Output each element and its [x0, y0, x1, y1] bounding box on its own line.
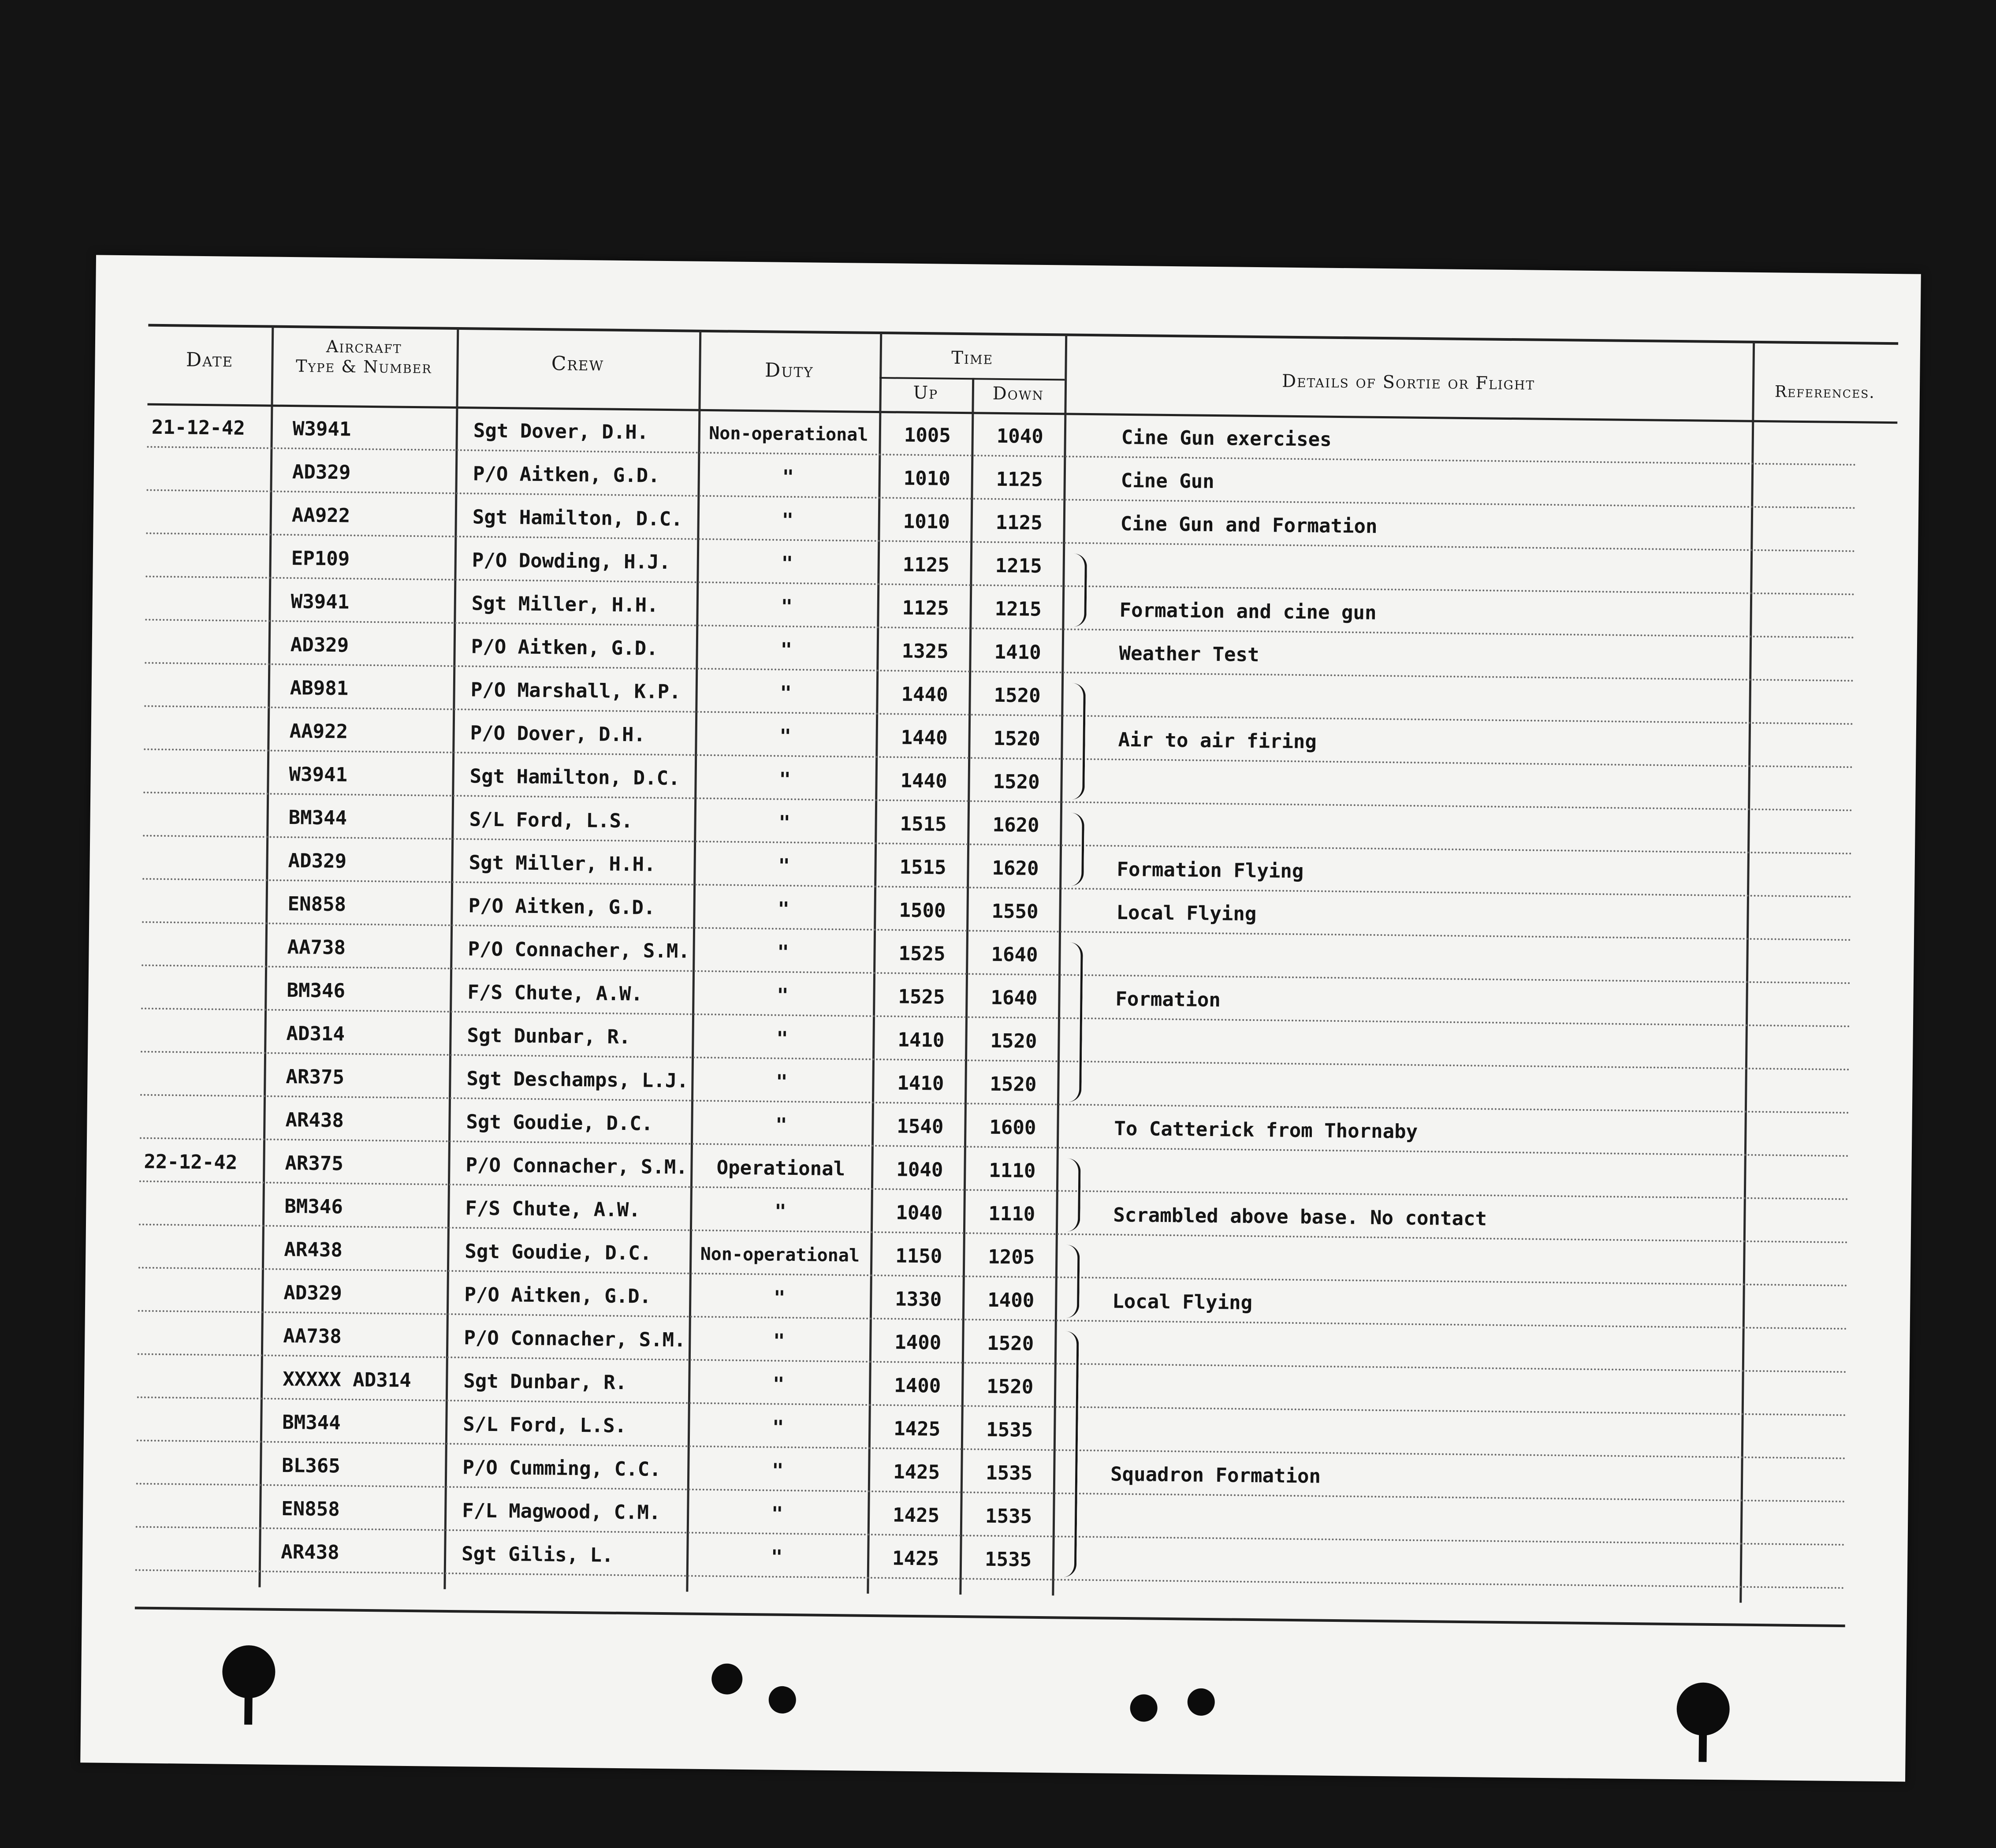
- row-time-down: 1215: [995, 554, 1042, 578]
- row-time-up: 1010: [903, 510, 950, 533]
- row-duty: ": [778, 898, 790, 920]
- row-time-up: 1440: [901, 683, 948, 706]
- row-time-down: 1205: [988, 1245, 1035, 1269]
- row-time-down: 1040: [996, 425, 1044, 448]
- row-time-down: 1410: [994, 641, 1041, 664]
- row-aircraft: BM344: [282, 1411, 341, 1434]
- row-time-up: 1005: [904, 424, 951, 447]
- row-time-up: 1125: [902, 596, 949, 620]
- row-duty: ": [774, 1200, 786, 1223]
- row-aircraft: AR375: [285, 1152, 344, 1175]
- row-duty: ": [775, 1114, 787, 1136]
- row-duty: ": [778, 854, 790, 877]
- row-time-up: 1325: [901, 640, 949, 663]
- row-time-down: 1620: [992, 813, 1039, 837]
- row-time-down: 1620: [992, 857, 1039, 880]
- row-duty: Non-operational: [708, 423, 868, 445]
- row-time-down: 1125: [996, 468, 1043, 491]
- row-crew: Sgt Miller, H.H.: [469, 851, 656, 876]
- row-crew: P/O Connacher, S.M.: [468, 938, 690, 963]
- row-duty: ": [780, 638, 793, 661]
- row-date: 22-12-42: [144, 1150, 238, 1174]
- header-time-up: Up: [913, 382, 938, 403]
- binder-slot-right: [1698, 1731, 1707, 1762]
- row-duty: Operational: [716, 1156, 845, 1181]
- row-details: Air to air firing: [1118, 728, 1317, 753]
- row-time-up: 1425: [893, 1461, 940, 1484]
- row-time-down: 1600: [989, 1116, 1036, 1139]
- row-duty: ": [775, 1070, 788, 1093]
- group-brace: [1065, 1159, 1081, 1232]
- row-aircraft: BL365: [282, 1454, 341, 1478]
- row-time-down: 1520: [987, 1332, 1034, 1355]
- header-details: Details of Sortie or Flight: [1281, 371, 1535, 394]
- punch-dot-3: [1130, 1694, 1158, 1722]
- row-aircraft: AA738: [287, 936, 346, 959]
- row-time-down: 1520: [993, 727, 1040, 750]
- row-details: Local Flying: [1116, 901, 1257, 926]
- row-crew: P/O Aitken, G.D.: [468, 894, 655, 919]
- row-time-down: 1535: [985, 1505, 1032, 1528]
- group-brace: [1071, 554, 1087, 627]
- row-time-up: 1125: [902, 553, 950, 577]
- row-aircraft: AA922: [289, 720, 348, 743]
- row-aircraft: AR438: [280, 1540, 339, 1564]
- row-details: To Catterick from Thornaby: [1114, 1117, 1418, 1143]
- row-aircraft: BM346: [287, 979, 346, 1002]
- row-time-up: 1525: [898, 942, 946, 965]
- row-crew: Sgt Hamilton, D.C.: [472, 506, 683, 531]
- group-brace: [1068, 813, 1084, 886]
- row-crew: P/O Aitken, G.D.: [473, 462, 660, 487]
- row-duty: ": [771, 1459, 784, 1482]
- row-crew: P/O Dover, D.H.: [470, 722, 646, 746]
- row-details: Squadron Formation: [1110, 1463, 1321, 1488]
- row-time-up: 1400: [894, 1374, 941, 1397]
- row-time-down: 1640: [991, 943, 1038, 966]
- row-aircraft: EN858: [281, 1497, 340, 1521]
- group-brace: [1069, 683, 1086, 800]
- header-time: Time: [951, 347, 994, 369]
- row-duty: ": [771, 1546, 783, 1569]
- row-duty: Non-operational: [700, 1244, 860, 1266]
- row-details: Cine Gun: [1121, 469, 1214, 493]
- row-crew: S/L Ford, L.S.: [469, 808, 633, 833]
- row-date: 21-12-42: [151, 416, 246, 440]
- row-aircraft: AD329: [288, 849, 347, 873]
- header-crew: Crew: [551, 352, 604, 376]
- row-time-up: 1150: [895, 1244, 942, 1268]
- row-aircraft: AD314: [286, 1022, 345, 1046]
- header-duty: Duty: [764, 359, 814, 382]
- row-time-down: 1535: [986, 1418, 1033, 1442]
- row-time-down: 1110: [988, 1202, 1035, 1226]
- row-aircraft: AD329: [290, 633, 349, 657]
- row-crew: Sgt Miller, H.H.: [471, 592, 659, 617]
- row-details: Formation: [1115, 987, 1221, 1012]
- row-time-up: 1440: [900, 769, 947, 793]
- row-crew: F/S Chute, A.W.: [465, 1197, 641, 1222]
- row-crew: Sgt Dunbar, R.: [463, 1370, 627, 1394]
- operations-record-table: [80, 255, 1921, 1781]
- row-details: Cine Gun and Formation: [1120, 512, 1378, 538]
- row-crew: P/O Aitken, G.D.: [471, 635, 658, 660]
- row-time-up: 1040: [896, 1158, 943, 1181]
- punch-dot-4: [1187, 1688, 1215, 1716]
- row-duty: ": [782, 466, 794, 489]
- row-crew: S/L Ford, L.S.: [463, 1413, 627, 1438]
- row-crew: Sgt Goudie, D.C.: [466, 1110, 653, 1135]
- row-crew: P/O Connacher, S.M.: [465, 1154, 688, 1179]
- row-details: Weather Test: [1119, 642, 1259, 667]
- row-time-up: 1440: [901, 726, 948, 749]
- row-time-down: 1125: [995, 511, 1043, 534]
- row-crew: P/O Connacher, S.M.: [464, 1326, 686, 1352]
- binder-hole-right: [1676, 1682, 1730, 1736]
- header-bottom-rule: [147, 403, 1897, 424]
- row-time-up: 1330: [895, 1288, 942, 1311]
- row-time-up: 1425: [892, 1547, 939, 1570]
- row-crew: F/L Magwood, C.M.: [462, 1499, 661, 1524]
- row-time-up: 1010: [903, 467, 951, 490]
- row-duty: ": [778, 811, 791, 834]
- row-duty: ": [773, 1330, 785, 1352]
- row-duty: ": [771, 1502, 783, 1525]
- row-duty: ": [779, 768, 791, 791]
- row-details: Formation and cine gun: [1119, 599, 1377, 624]
- row-aircraft: AA922: [291, 504, 350, 527]
- row-aircraft: AB981: [290, 677, 349, 700]
- row-details: Cine Gun exercises: [1121, 426, 1332, 451]
- row-crew: Sgt Hamilton, D.C.: [469, 765, 680, 790]
- row-aircraft: W3941: [290, 590, 350, 614]
- row-time-down: 1520: [990, 1029, 1037, 1053]
- row-aircraft: AR375: [286, 1066, 345, 1089]
- punch-dot-2: [768, 1686, 796, 1714]
- row-crew: P/O Marshall, K.P.: [470, 678, 681, 704]
- row-crew: P/O Cumming, C.C.: [462, 1456, 661, 1481]
- row-time-up: 1410: [897, 1028, 945, 1052]
- row-time-down: 1535: [984, 1548, 1032, 1571]
- row-time-up: 1410: [897, 1072, 944, 1095]
- row-duty: ": [776, 984, 789, 1007]
- row-time-down: 1535: [985, 1461, 1033, 1485]
- row-aircraft: EP109: [291, 547, 350, 570]
- row-time-down: 1520: [987, 1375, 1034, 1398]
- header-aircraft-line1: Aircraft: [326, 336, 402, 357]
- row-aircraft: W3941: [289, 763, 348, 786]
- row-time-up: 1515: [899, 856, 946, 879]
- row-time-down: 1520: [993, 770, 1040, 794]
- row-duty: ": [781, 552, 793, 575]
- row-aircraft: AR438: [285, 1109, 344, 1132]
- row-crew: P/O Aitken, G.D.: [464, 1283, 652, 1308]
- group-brace: [1061, 1331, 1079, 1577]
- row-aircraft: AD329: [283, 1282, 343, 1305]
- row-time-up: 1540: [897, 1115, 944, 1138]
- row-duty: ": [772, 1416, 784, 1439]
- row-duty: ": [780, 682, 792, 704]
- row-crew: Sgt Dunbar, R.: [467, 1024, 631, 1049]
- row-crew: Sgt Dover, D.H.: [473, 419, 649, 444]
- header-time-down: Down: [992, 383, 1044, 404]
- row-aircraft: AR438: [284, 1238, 343, 1262]
- row-duty: ": [782, 509, 794, 532]
- row-crew: Sgt Goudie, D.C.: [465, 1240, 652, 1265]
- row-aircraft: EN858: [287, 893, 346, 916]
- row-time-up: 1500: [899, 899, 946, 922]
- row-aircraft: AD329: [292, 461, 351, 484]
- row-time-down: 1110: [989, 1159, 1036, 1182]
- row-time-up: 1425: [892, 1504, 940, 1527]
- row-details: Formation Flying: [1117, 858, 1304, 883]
- row-time-up: 1515: [900, 812, 947, 836]
- row-crew: Sgt Gilis, L.: [461, 1542, 614, 1567]
- row-crew: Sgt Deschamps, L.J.: [466, 1067, 689, 1092]
- row-time-up: 1040: [896, 1201, 943, 1225]
- row-time-down: 1640: [991, 986, 1038, 1010]
- row-duty: ": [773, 1286, 786, 1309]
- row-duty: ": [777, 941, 789, 964]
- row-time-down: 1520: [990, 1073, 1037, 1096]
- header-aircraft-line2: Type & Number: [295, 356, 432, 377]
- row-aircraft: XXXXX AD314: [283, 1367, 411, 1392]
- operations-record-sheet: [80, 255, 1921, 1781]
- punch-dot-1: [711, 1663, 743, 1695]
- group-brace: [1066, 943, 1083, 1102]
- row-details: Local Flying: [1112, 1290, 1253, 1315]
- binder-hole-left: [222, 1645, 276, 1699]
- row-crew: P/O Dowding, H.J.: [472, 549, 671, 574]
- row-details: Scrambled above base. No contact: [1113, 1203, 1487, 1230]
- row-aircraft: BM344: [288, 806, 347, 830]
- row-time-up: 1525: [898, 985, 945, 1009]
- group-braces: [96, 255, 1921, 274]
- group-brace: [1064, 1245, 1080, 1318]
- bottom-rule: [135, 1607, 1845, 1628]
- row-time-down: 1550: [991, 900, 1039, 923]
- row-duty: ": [772, 1373, 785, 1396]
- header-date: Date: [186, 348, 234, 372]
- row-duty: ": [776, 1027, 789, 1050]
- row-time-down: 1400: [987, 1289, 1035, 1312]
- row-aircraft: W3941: [292, 417, 351, 441]
- row-time-up: 1425: [893, 1417, 941, 1441]
- row-aircraft: BM346: [284, 1195, 343, 1218]
- row-duty: ": [781, 595, 793, 618]
- header-references: References.: [1774, 383, 1876, 402]
- row-time-down: 1215: [994, 597, 1042, 621]
- row-time-up: 1400: [894, 1331, 942, 1354]
- binder-slot-left: [244, 1694, 253, 1725]
- row-duty: ": [779, 725, 792, 748]
- row-crew: F/S Chute, A.W.: [467, 981, 643, 1006]
- row-time-down: 1520: [994, 684, 1041, 707]
- row-aircraft: AA738: [283, 1324, 342, 1348]
